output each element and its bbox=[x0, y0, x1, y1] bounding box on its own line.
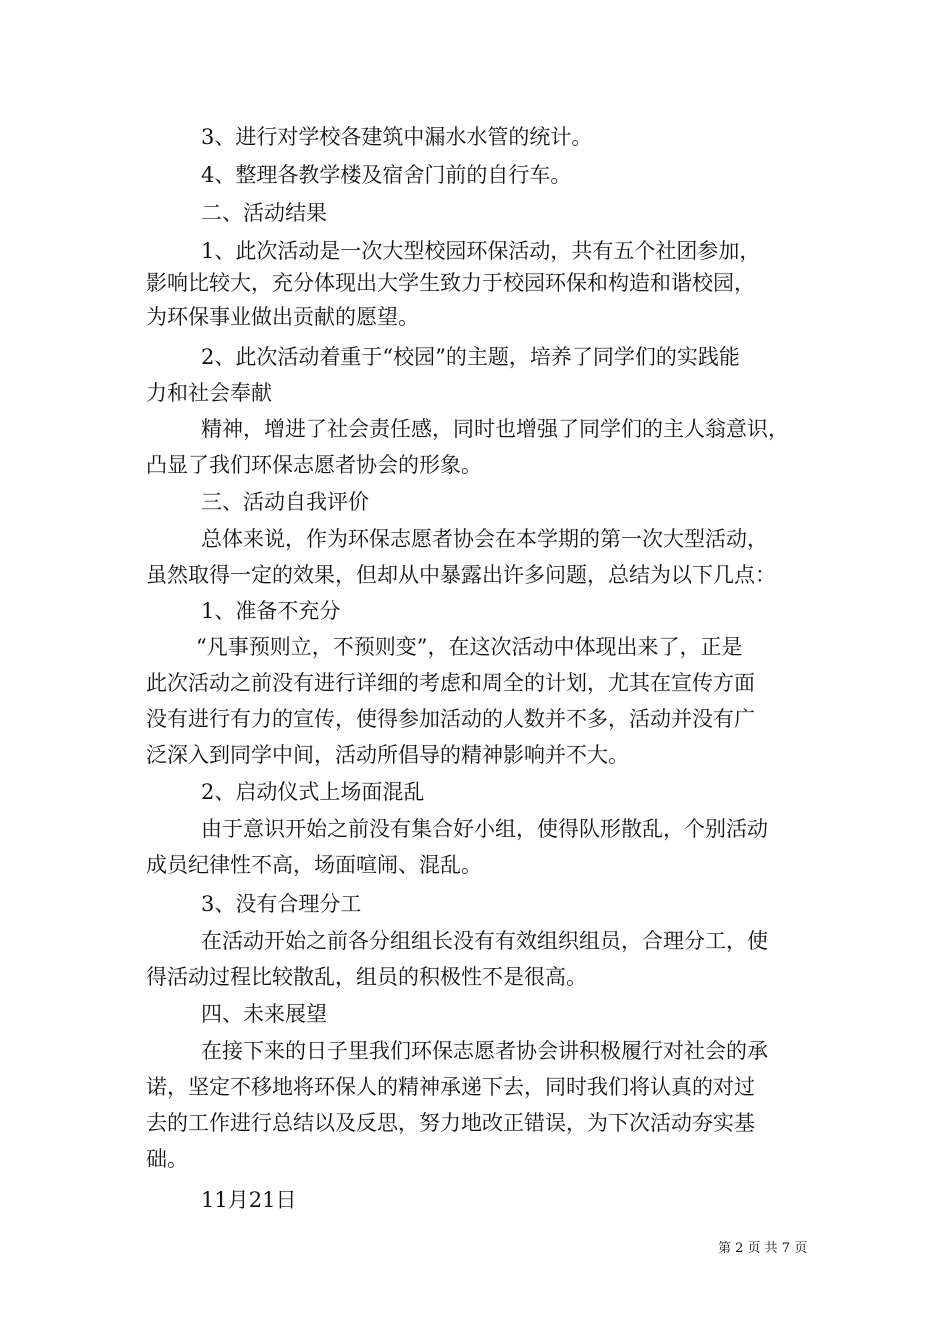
text-line: 为环保事业做出贡献的愿望。 bbox=[146, 305, 419, 329]
text-line: 精神，增进了社会责任感，同时也增强了同学们的主人翁意识， bbox=[201, 417, 789, 441]
text-line: 去的工作进行总结以及反思，努力地改正错误，为下次活动夯实基 bbox=[146, 1111, 755, 1135]
subsection-heading: 2、启动仪式上场面混乱 bbox=[201, 780, 425, 804]
text-line: 影响比较大，充分体现出大学生致力于校园环保和构造和谐校园， bbox=[146, 271, 755, 295]
text-line: 得活动过程比较散乱，组员的积极性不是很高。 bbox=[146, 965, 587, 989]
text-line: 总体来说，作为环保志愿者协会在本学期的第一次大型活动， bbox=[201, 527, 768, 551]
text-line: 此次活动之前没有进行详细的考虑和周全的计划，尤其在宣传方面 bbox=[146, 671, 755, 695]
text-line: 凸显了我们环保志愿者协会的形象。 bbox=[146, 453, 482, 477]
text-line: 在接下来的日子里我们环保志愿者协会讲积极履行对社会的承 bbox=[201, 1039, 768, 1063]
section-heading: 三、活动自我评价 bbox=[201, 490, 369, 514]
subsection-heading: 1、准备不充分 bbox=[201, 599, 341, 623]
text-line: 力和社会奉献 bbox=[146, 381, 272, 405]
text-line: 在活动开始之前各分组组长没有有效组织组员，合理分工，使 bbox=[201, 929, 768, 953]
text-line: 泛深入到同学中间，活动所倡导的精神影响并不大。 bbox=[146, 743, 629, 767]
text-line: 础。 bbox=[146, 1147, 188, 1171]
text-line: 2、此次活动着重于“校园”的主题，培养了同学们的实践能 bbox=[201, 345, 740, 369]
text-line: 诺，坚定不移地将环保人的精神承递下去，同时我们将认真的对过 bbox=[146, 1075, 755, 1099]
text-line: 4、整理各教学楼及宿舍门前的自行车。 bbox=[201, 163, 572, 187]
date-line: 11月21日 bbox=[201, 1188, 297, 1212]
text-line: 由于意识开始之前没有集合好小组，使得队形散乱，个别活动 bbox=[201, 817, 768, 841]
text-line: 虽然取得一定的效果，但却从中暴露出许多问题，总结为以下几点： bbox=[146, 563, 776, 587]
page-number: 第 2 页 共 7 页 bbox=[718, 1241, 808, 1256]
text-line: “凡事预则立，不预则变”，在这次活动中体现出来了，正是 bbox=[196, 635, 743, 659]
text-line: 成员纪律性不高，场面喧闹、混乱。 bbox=[146, 853, 482, 877]
section-heading: 四、未来展望 bbox=[201, 1002, 327, 1026]
text-line: 1、此次活动是一次大型校园环保活动，共有五个社团参加， bbox=[201, 239, 761, 263]
text-line: 没有进行有力的宣传，使得参加活动的人数并不多，活动并没有广 bbox=[146, 707, 755, 731]
subsection-heading: 3、没有合理分工 bbox=[201, 892, 362, 916]
text-line: 3、进行对学校各建筑中漏水水管的统计。 bbox=[201, 125, 593, 149]
section-heading: 二、活动结果 bbox=[201, 201, 327, 225]
